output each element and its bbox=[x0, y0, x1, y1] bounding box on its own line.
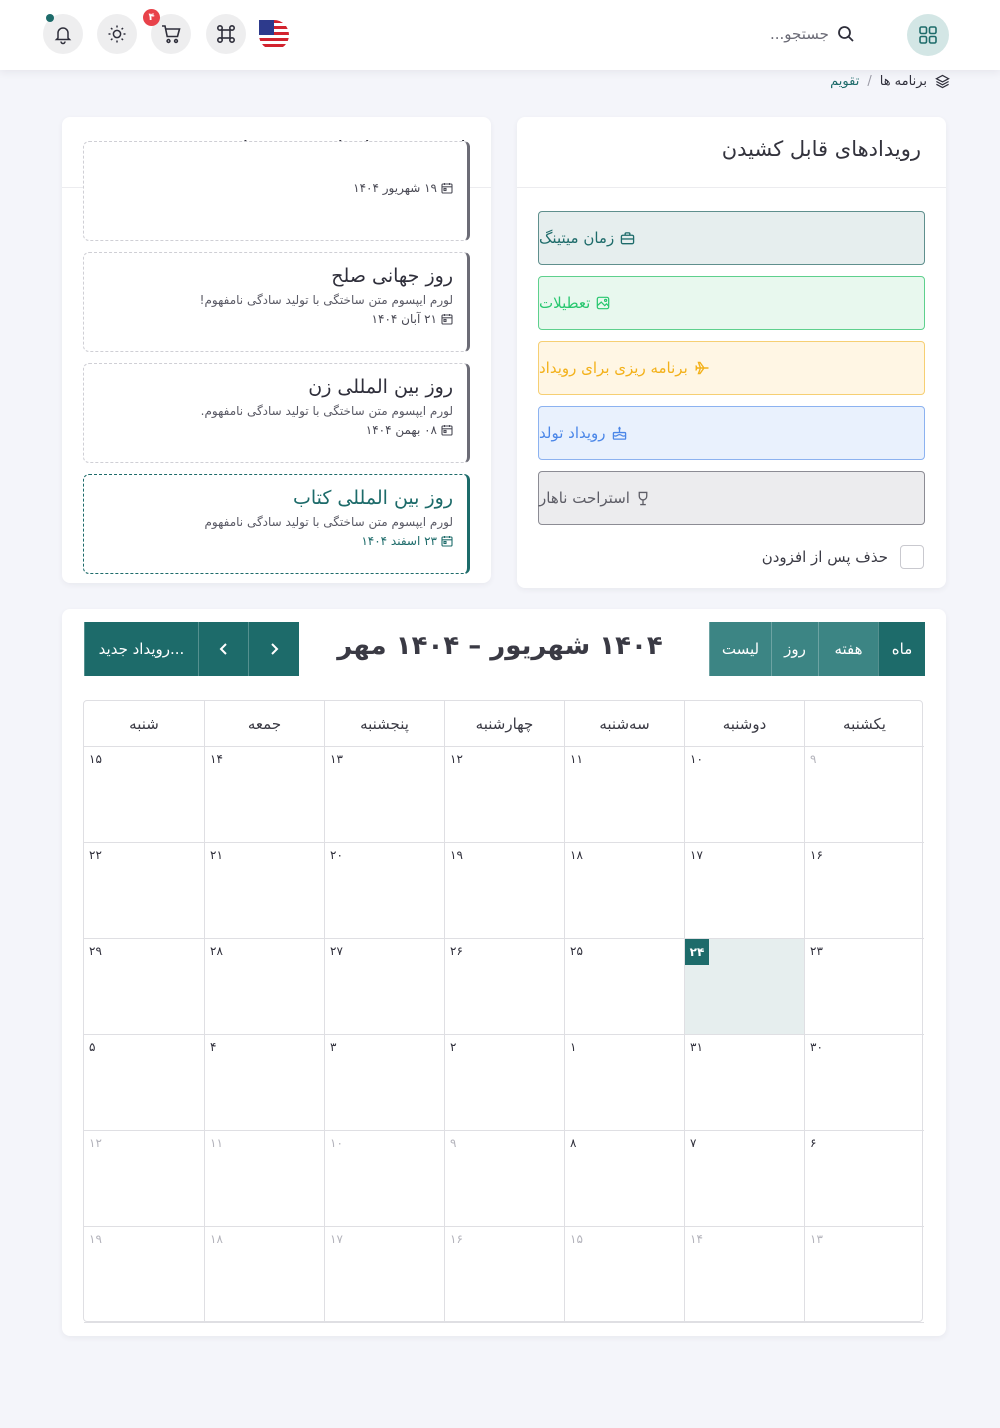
day-cell[interactable] bbox=[804, 1131, 924, 1227]
day-number: ۱۸ bbox=[210, 1232, 223, 1246]
day-number: ۱۶ bbox=[810, 848, 823, 862]
day-number: ۲۲ bbox=[89, 848, 102, 862]
day-number: ۶ bbox=[810, 1136, 817, 1150]
day-number: ۲ bbox=[450, 1040, 457, 1054]
day-number: ۲۵ bbox=[570, 944, 583, 958]
day-number: ۱۹ bbox=[450, 848, 463, 862]
day-cell[interactable] bbox=[564, 939, 684, 1035]
day-number: ۵ bbox=[89, 1040, 96, 1054]
day-cell[interactable] bbox=[804, 939, 924, 1035]
day-cell[interactable] bbox=[444, 1131, 564, 1227]
day-cell[interactable] bbox=[204, 1035, 324, 1131]
day-cell[interactable] bbox=[564, 1227, 684, 1323]
event-description: لورم ایپسوم متن ساختگی با تولید سادگی نامفهوم! bbox=[199, 293, 453, 307]
draggable-event-birthday[interactable] bbox=[538, 406, 925, 460]
day-cell[interactable] bbox=[204, 843, 324, 939]
day-cell[interactable] bbox=[324, 1131, 444, 1227]
apps-grid-button[interactable] bbox=[907, 14, 949, 56]
day-cell[interactable] bbox=[684, 1035, 804, 1131]
day-cell[interactable] bbox=[324, 747, 444, 843]
grid-icon bbox=[918, 25, 938, 45]
day-cell[interactable] bbox=[324, 1227, 444, 1323]
calendar-icon bbox=[441, 424, 453, 436]
day-cell[interactable] bbox=[204, 1131, 324, 1227]
day-cell[interactable] bbox=[204, 1227, 324, 1323]
weekday-header: شنبه bbox=[129, 715, 159, 733]
top-navbar bbox=[0, 0, 1000, 70]
draggable-event-meeting[interactable] bbox=[538, 211, 925, 265]
day-cell[interactable] bbox=[444, 747, 564, 843]
day-number: ۲۳ bbox=[810, 944, 823, 958]
day-number: ۱۶ bbox=[450, 1232, 463, 1246]
draggable-event-holidays[interactable] bbox=[538, 276, 925, 330]
day-cell[interactable] bbox=[684, 843, 804, 939]
day-cell[interactable] bbox=[564, 843, 684, 939]
cart-count-badge: ۴ bbox=[143, 9, 160, 26]
breadcrumb-separator: / bbox=[867, 73, 872, 89]
search-placeholder: جستجو... bbox=[770, 25, 829, 43]
event-date bbox=[98, 181, 453, 195]
weekday-header: یکشنبه bbox=[804, 701, 924, 747]
breadcrumb-current[interactable]: تقویم bbox=[830, 73, 860, 89]
weekday-header: جمعه bbox=[204, 701, 324, 747]
event-date-text: ۲۳ اسفند ۱۴۰۴ bbox=[361, 534, 437, 548]
remove-after-drop-checkbox[interactable] bbox=[900, 545, 924, 569]
day-cell[interactable] bbox=[804, 1035, 924, 1131]
image-icon bbox=[596, 296, 610, 310]
day-cell[interactable] bbox=[444, 843, 564, 939]
event-date bbox=[98, 534, 453, 548]
view-month-button[interactable]: ماه bbox=[878, 622, 925, 676]
draggable-event-label: استراحت ناهار bbox=[539, 489, 630, 507]
month-grid bbox=[83, 700, 923, 1322]
day-cell[interactable] bbox=[324, 843, 444, 939]
day-cell[interactable] bbox=[564, 1035, 684, 1131]
day-number: ۲۱ bbox=[210, 848, 223, 862]
calendar-icon bbox=[441, 182, 453, 194]
layers-icon bbox=[935, 74, 950, 89]
day-number: ۱۳ bbox=[810, 1232, 823, 1246]
cart-icon bbox=[160, 23, 182, 45]
event-title: روز جهانی صلح bbox=[331, 265, 453, 287]
day-cell[interactable] bbox=[564, 747, 684, 843]
day-cell[interactable] bbox=[444, 1035, 564, 1131]
plane-icon bbox=[694, 360, 710, 376]
day-number: ۳۰ bbox=[810, 1040, 823, 1054]
draggable-event-lunch[interactable] bbox=[538, 471, 925, 525]
new-event-button[interactable]: رویداد جدید... bbox=[84, 622, 198, 676]
day-number: ۷ bbox=[690, 1136, 697, 1150]
draggable-event-planning[interactable] bbox=[538, 341, 925, 395]
day-number: ۳۱ bbox=[690, 1040, 703, 1054]
bell-icon bbox=[53, 24, 73, 44]
day-number: ۱۵ bbox=[89, 752, 102, 766]
event-title: روز بین المللی کتاب bbox=[292, 487, 453, 509]
briefcase-icon bbox=[620, 231, 635, 246]
day-number: ۹ bbox=[450, 1136, 457, 1150]
day-cell[interactable] bbox=[204, 747, 324, 843]
day-cell[interactable] bbox=[804, 747, 924, 843]
draggable-event-label: رویداد تولد bbox=[539, 424, 606, 442]
day-cell[interactable] bbox=[84, 1131, 204, 1227]
day-cell[interactable] bbox=[804, 843, 924, 939]
theme-toggle-button[interactable] bbox=[97, 14, 137, 54]
search-box[interactable] bbox=[770, 20, 885, 48]
weekday-header: دوشنبه bbox=[684, 701, 804, 747]
chevron-right-icon bbox=[267, 642, 281, 656]
event-date bbox=[98, 423, 453, 437]
day-number: ۱۱ bbox=[210, 1136, 223, 1150]
notification-dot bbox=[46, 14, 54, 22]
updated-events-scroll[interactable] bbox=[62, 181, 491, 571]
day-cell[interactable] bbox=[324, 939, 444, 1035]
event-title: روز بین المللی زن bbox=[308, 376, 453, 398]
event-item[interactable] bbox=[83, 252, 470, 352]
calendar-icon bbox=[441, 313, 453, 325]
day-number: ۹ bbox=[810, 752, 817, 766]
search-icon bbox=[837, 25, 855, 43]
day-cell[interactable] bbox=[324, 1035, 444, 1131]
day-number: ۲۰ bbox=[330, 848, 343, 862]
event-description: لورم ایپسوم متن ساختگی با تولید سادگی نامفهوم. bbox=[200, 404, 453, 418]
day-number: ۴ bbox=[210, 1040, 217, 1054]
day-number: ۱ bbox=[570, 1040, 577, 1054]
calendar-title: ۱۴۰۴ شهریور – ۱۴۰۴ مهر bbox=[337, 631, 663, 661]
draggable-events-title: رویدادهای قابل کشیدن bbox=[721, 137, 921, 161]
event-date-text: ۰۸ بهمن ۱۴۰۴ bbox=[365, 423, 437, 437]
event-date bbox=[98, 312, 453, 326]
breadcrumb-root[interactable]: برنامه ها bbox=[879, 73, 927, 89]
draggable-events-card bbox=[517, 117, 946, 588]
event-item-active[interactable] bbox=[83, 474, 470, 574]
draggable-event-label: برنامه ریزی برای رویداد bbox=[539, 359, 688, 377]
day-number: ۲۹ bbox=[89, 944, 102, 958]
view-week-button[interactable]: هفته bbox=[818, 622, 878, 676]
day-number: ۲۶ bbox=[450, 944, 463, 958]
remove-after-drop-row bbox=[762, 545, 924, 569]
day-number: ۳ bbox=[330, 1040, 337, 1054]
day-cell[interactable] bbox=[84, 843, 204, 939]
day-number: ۲۴ bbox=[685, 939, 709, 965]
prev-button[interactable] bbox=[198, 622, 248, 676]
view-day-button[interactable]: روز bbox=[771, 622, 818, 676]
day-cell[interactable] bbox=[684, 747, 804, 843]
day-cell[interactable] bbox=[564, 1131, 684, 1227]
day-number: ۱۳ bbox=[330, 752, 343, 766]
calendar-nav bbox=[84, 622, 299, 676]
day-cell[interactable] bbox=[84, 1035, 204, 1131]
weekday-header: چهارشنبه bbox=[444, 701, 564, 747]
day-number: ۱۱ bbox=[570, 752, 583, 766]
event-description: لورم ایپسوم متن ساختگی با تولید سادگی نامفهوم bbox=[204, 515, 453, 529]
event-item[interactable] bbox=[83, 363, 470, 463]
day-number: ۱۰ bbox=[330, 1136, 343, 1150]
day-number: ۲۷ bbox=[330, 944, 343, 958]
day-number: ۱۵ bbox=[570, 1232, 583, 1246]
day-cell[interactable] bbox=[684, 1131, 804, 1227]
day-cell[interactable] bbox=[84, 747, 204, 843]
view-list-button[interactable]: لیست bbox=[709, 622, 771, 676]
calendar-card bbox=[62, 609, 946, 1336]
shortcuts-button[interactable] bbox=[206, 14, 246, 54]
cake-icon bbox=[612, 426, 627, 441]
day-number: ۱۹ bbox=[89, 1232, 102, 1246]
weekday-header: پنجشنبه bbox=[324, 701, 444, 747]
calendar-icon bbox=[441, 535, 453, 547]
day-cell[interactable] bbox=[444, 939, 564, 1035]
event-date-text: ۲۱ آبان ۱۴۰۴ bbox=[371, 312, 437, 326]
day-cell[interactable] bbox=[204, 939, 324, 1035]
glass-icon bbox=[636, 491, 650, 506]
day-number: ۱۴ bbox=[210, 752, 223, 766]
breadcrumb bbox=[790, 70, 950, 92]
day-number: ۱۰ bbox=[690, 752, 703, 766]
day-cell[interactable] bbox=[684, 1227, 804, 1323]
language-flag-us[interactable] bbox=[259, 20, 289, 50]
day-number: ۲۸ bbox=[210, 944, 223, 958]
draggable-event-label: تعطیلات bbox=[539, 294, 591, 312]
shortcuts-icon bbox=[216, 24, 236, 44]
weekday-header-row bbox=[84, 701, 924, 747]
day-number: ۱۷ bbox=[690, 848, 703, 862]
day-number: ۱۲ bbox=[450, 752, 463, 766]
event-item[interactable] bbox=[83, 141, 470, 241]
updated-events-card bbox=[62, 117, 491, 583]
sun-icon bbox=[107, 24, 127, 44]
day-number: ۱۷ bbox=[330, 1232, 343, 1246]
day-number: ۱۲ bbox=[89, 1136, 102, 1150]
next-button[interactable] bbox=[248, 622, 299, 676]
day-cell[interactable] bbox=[84, 939, 204, 1035]
day-cell[interactable] bbox=[84, 1227, 204, 1323]
chevron-left-icon bbox=[217, 642, 231, 656]
divider bbox=[517, 187, 946, 188]
day-number: ۱۴ bbox=[690, 1232, 703, 1246]
day-number: ۸ bbox=[570, 1136, 577, 1150]
remove-after-drop-label: حذف پس از افزودن bbox=[761, 548, 888, 566]
day-cell[interactable] bbox=[804, 1227, 924, 1323]
draggable-event-label: زمان میتینگ bbox=[539, 229, 615, 247]
event-date-text: ۱۹ شهریور ۱۴۰۴ bbox=[353, 181, 437, 195]
day-cell[interactable] bbox=[444, 1227, 564, 1323]
weekday-header: سه‌شنبه bbox=[564, 701, 684, 747]
day-cell-today[interactable] bbox=[684, 939, 804, 1035]
day-number: ۱۸ bbox=[570, 848, 583, 862]
